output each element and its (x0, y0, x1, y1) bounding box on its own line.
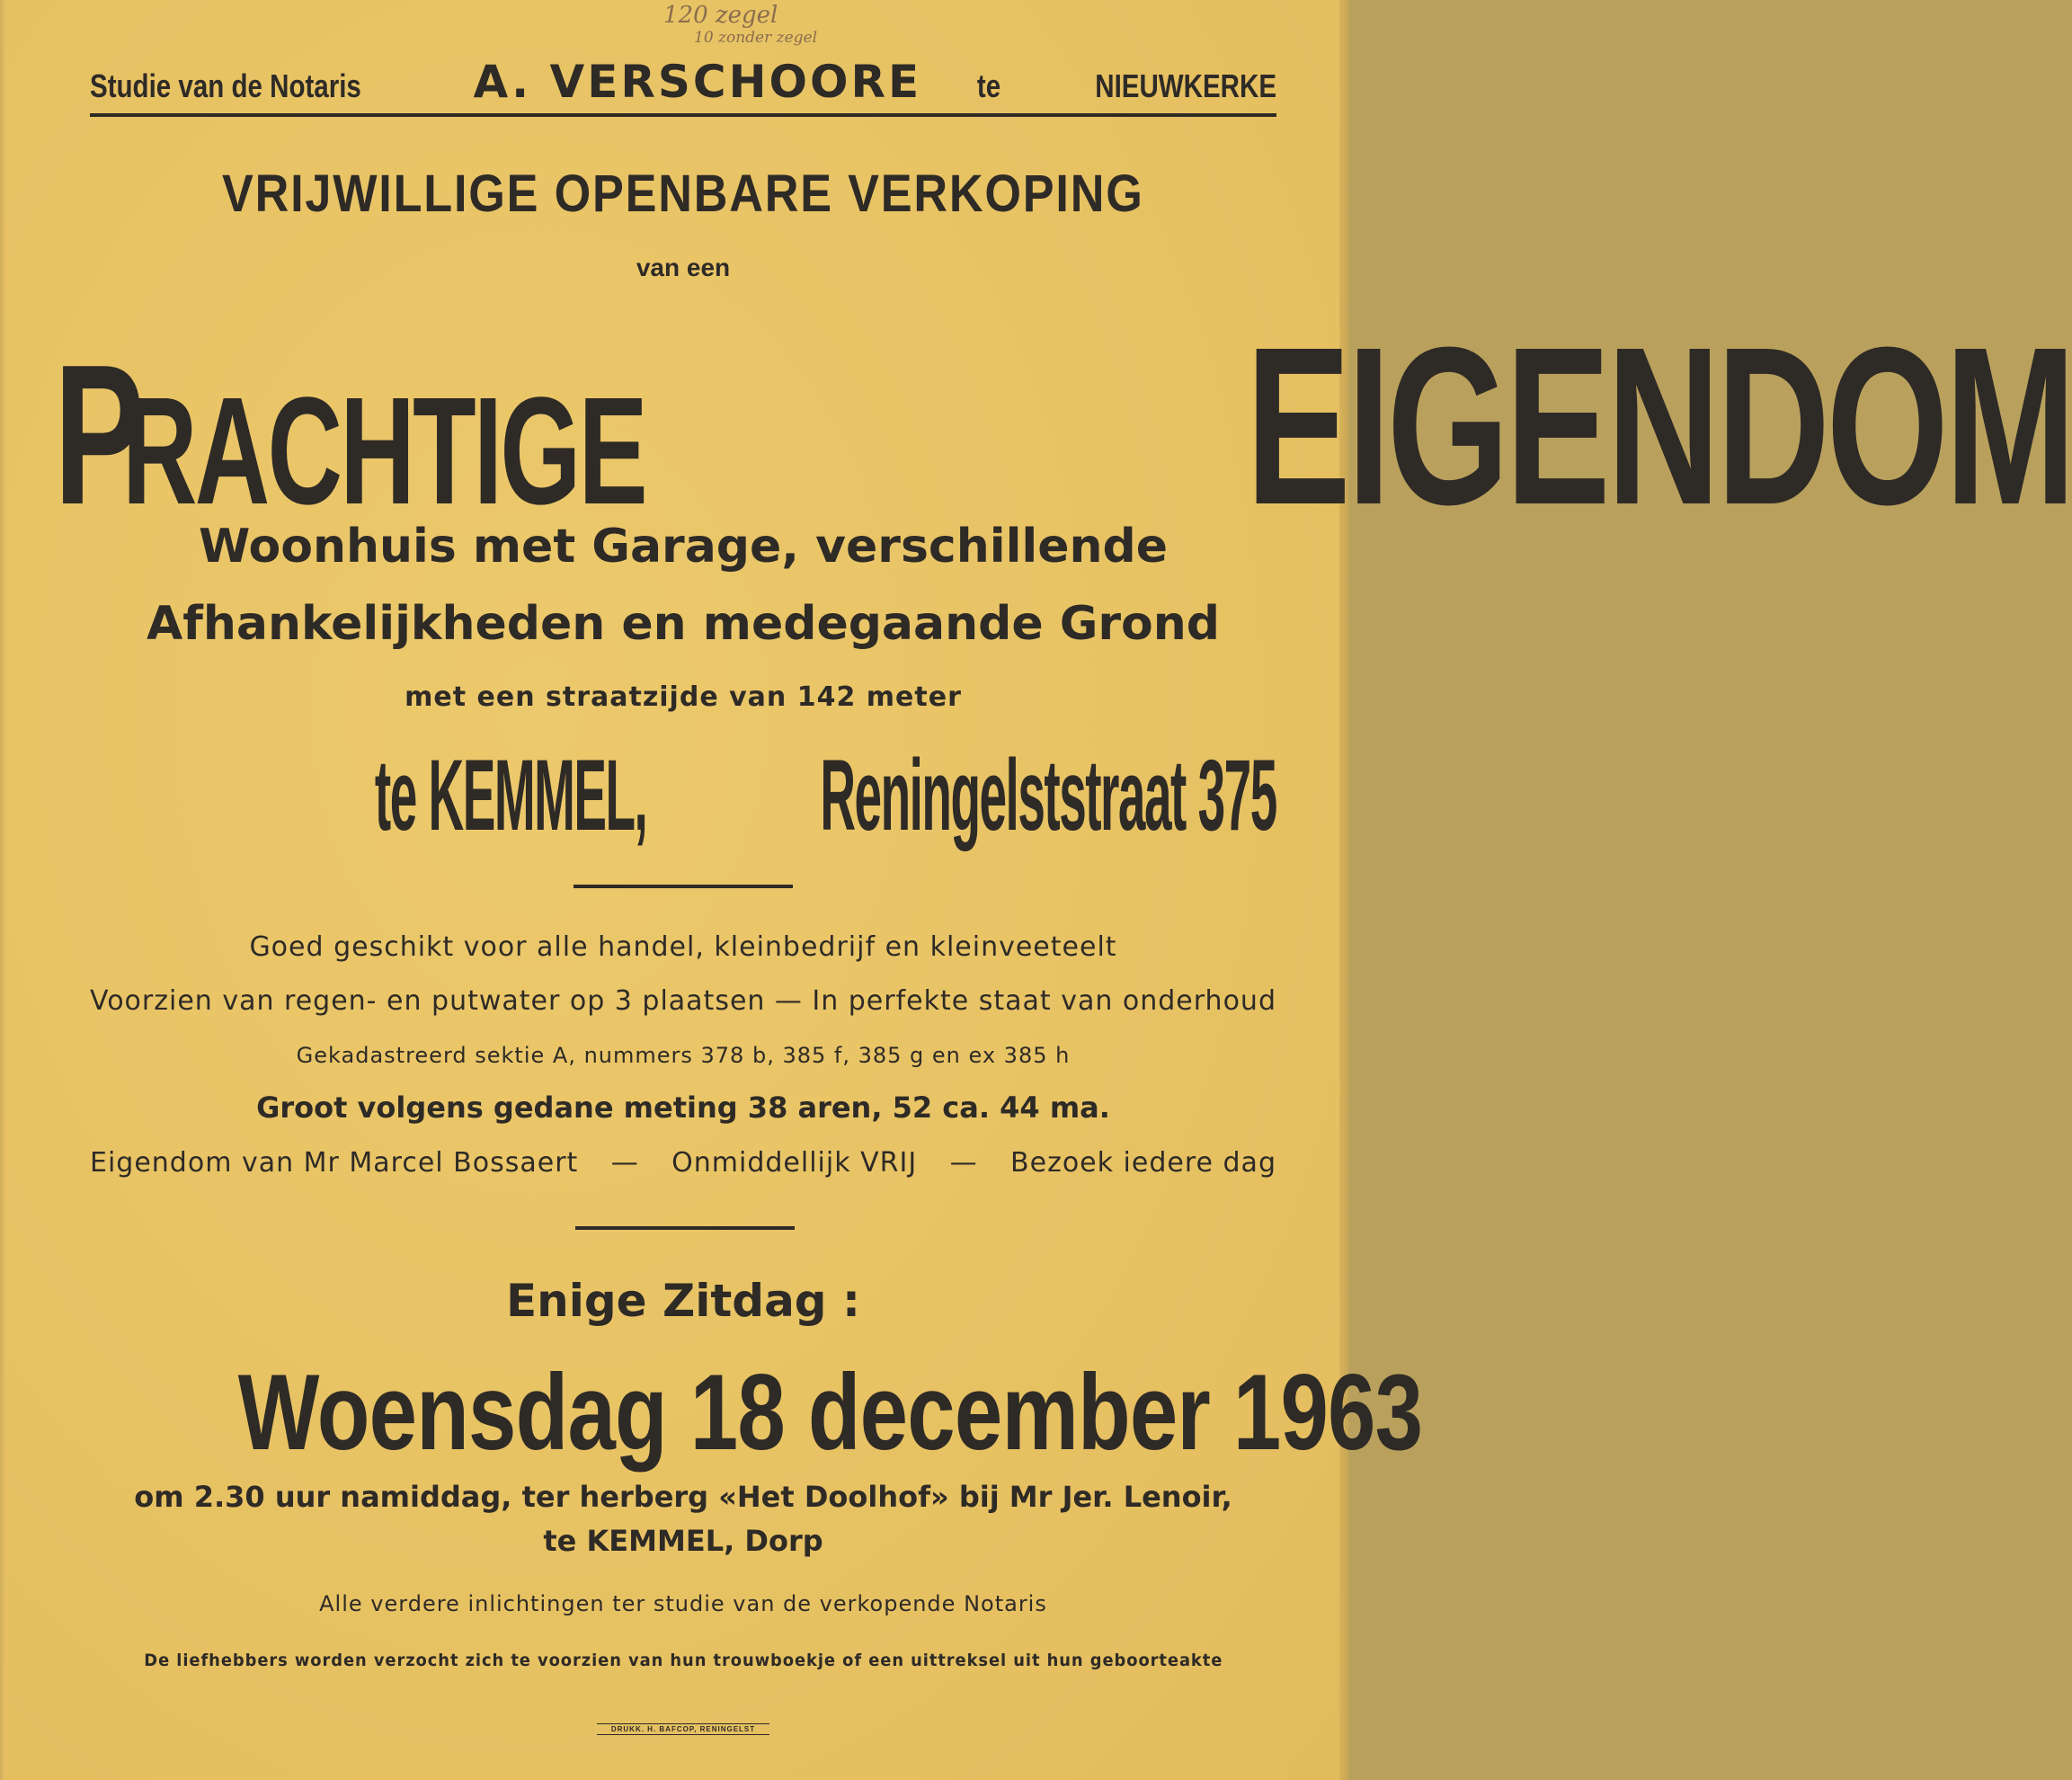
title-word-prachtige (54, 321, 892, 550)
paper-edge-right (1339, 0, 1348, 1780)
description-line-2: Afhankelijkheden en medegaande Grond (146, 597, 1221, 651)
sale-day-label: Enige Zitdag : (505, 1275, 861, 1327)
property-location (90, 737, 1276, 853)
bidders-notice (90, 1651, 1276, 1670)
description-line-1: Woonhuis met Garage, verschillende (198, 520, 1168, 574)
time-place-line-1: om 2.30 uur namiddag, ter herberg «Het Doolhof» bij Mr Jer. Lenoir, (134, 1480, 1232, 1514)
visit-text: Bezoek iedere dag (1010, 1147, 1276, 1179)
sale-date (90, 1350, 1423, 1474)
handwritten-note-line-2: 10 zonder zegel (694, 29, 818, 47)
street-side-text: met een straatzijde van 142 meter (405, 681, 962, 713)
sale-date-text: Woensdag 18 december 1963 (237, 1352, 1423, 1473)
location-text (316, 737, 1374, 853)
owner-text: Eigendom van Mr Marcel Bossaert (90, 1147, 579, 1179)
separator-dash: — (610, 1147, 639, 1179)
handwritten-note (663, 4, 879, 46)
info-text: Alle verdere inlichtingen ter studie van de verkopende Notaris (319, 1591, 1047, 1616)
header-place: NIEUWKERKE (1095, 67, 1276, 104)
size-text: Groot volgens gedane meting 38 aren, 52 ca. 44 ma. (256, 1090, 1110, 1125)
notary-name: A. VERSCHOORE (473, 56, 922, 108)
availability-text: Onmiddellijk VRIJ (671, 1147, 918, 1179)
notary-header (90, 56, 1276, 110)
printer-credit: DRUKK. H. BAFCOP, RENINGELST (597, 1723, 769, 1735)
header-prefix: Studie van de Notaris (90, 67, 361, 104)
separator-dash: — (949, 1147, 978, 1179)
divider-rule-1 (574, 885, 793, 888)
sale-headline (90, 164, 1276, 224)
location-town: te KEMMEL, (374, 739, 647, 851)
sale-headline-text: VRIJWILLIGE OPENBARE VERKOPING (222, 165, 1144, 223)
cadastre-text: Gekadastreerd sektie A, nummers 378 b, 385 f, 385 g en ex 385 h (296, 1043, 1071, 1068)
handwritten-note-line-1: 120 zegel (663, 2, 778, 29)
owner-line (90, 1147, 1276, 1179)
time-place-line-2: te KEMMEL, Dorp (543, 1524, 823, 1558)
van-een-text: van een (636, 254, 731, 281)
title-word-eigendom: EIGENDOM (1245, 300, 2072, 551)
bidders-notice-text: De liefhebbers worden verzocht zich te voorzien van hun trouwboekje of een uittreksel uit hun geboorteakte (144, 1651, 1223, 1670)
condition-text: In perfekte staat van onderhoud (812, 985, 1276, 1017)
suitability-text: Goed geschikt voor alle handel, kleinbedrijf en kleinveeteelt (249, 931, 1117, 963)
water-text: Voorzien van regen- en putwater op 3 plaatsen (90, 985, 766, 1017)
header-te: te (976, 67, 1000, 104)
header-rule (90, 113, 1276, 117)
separator-dash: — (774, 985, 803, 1017)
divider-rule-2 (575, 1226, 795, 1230)
title-rest: RACHTIGE (122, 366, 646, 537)
title-initial: P (54, 324, 141, 547)
water-and-condition (90, 985, 1276, 1017)
paper-edge-left (0, 0, 5, 1780)
location-street: Reningelststraat 375 (820, 739, 1276, 851)
